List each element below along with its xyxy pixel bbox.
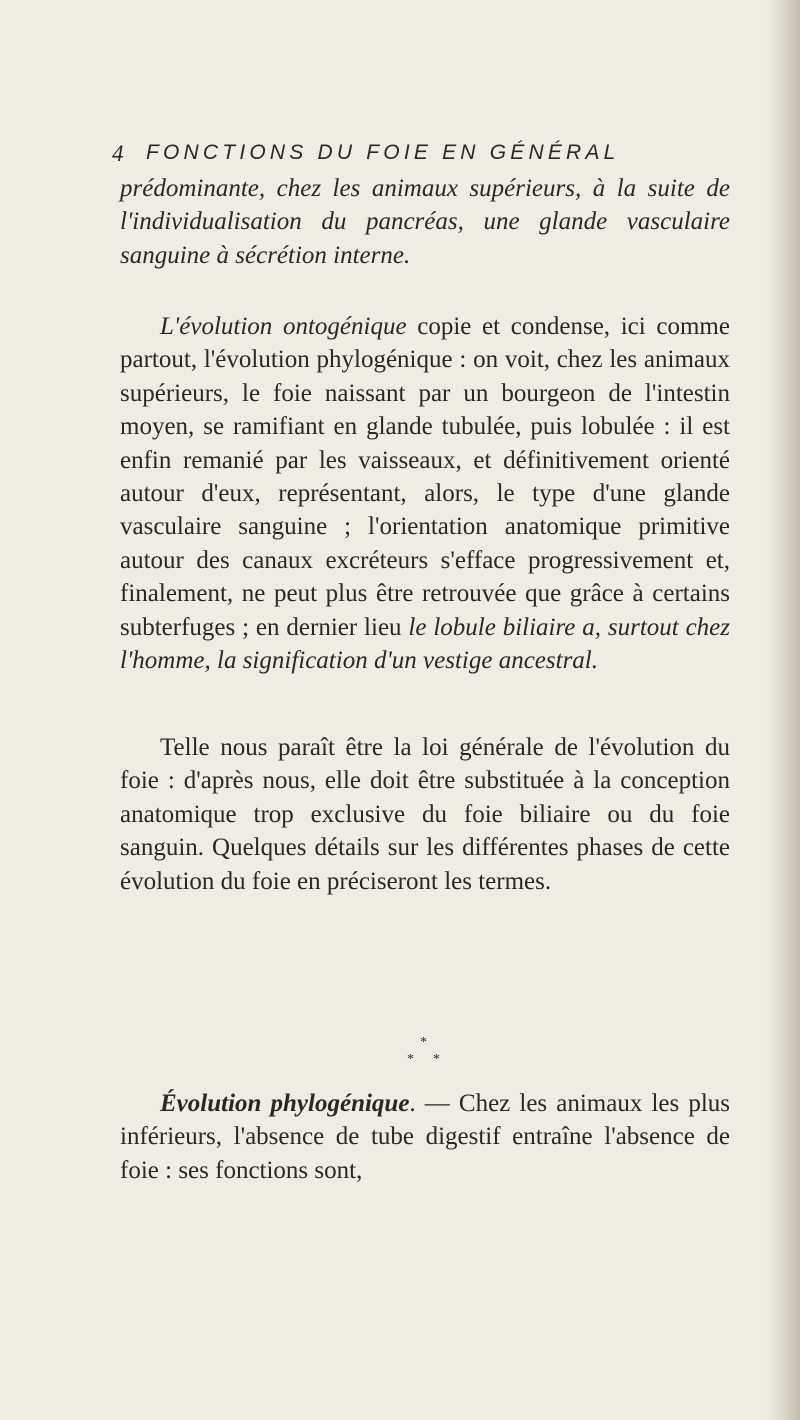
running-title: FONCTIONS DU FOIE EN GÉNÉRAL — [146, 141, 620, 164]
separator-star: * — [420, 1035, 427, 1050]
paragraph-2 — [120, 310, 730, 677]
asterism-separator — [0, 1035, 800, 1080]
paragraph-2-italic-end: le lobule biliaire a, surtout chez l'homme, la signification d'un vestige ancestral. — [120, 613, 730, 675]
paragraph-2-italic-start: L'évolution ontogénique — [160, 313, 407, 340]
paragraph-4 — [120, 1087, 730, 1187]
section-heading: Évolution phylogénique — [160, 1090, 410, 1117]
separator-star: * — [433, 1052, 440, 1067]
paragraph-1-italic: prédominante, chez les animaux supérieurs, à la suite de l'individualisation du pancréas, une glande vasculaire sanguine à sécrétion interne. — [120, 175, 730, 269]
page-number: 4 — [112, 141, 125, 166]
paragraph-3-text: Telle nous paraît être la loi générale de l'évolution du foie : d'après nous, elle doit être substituée à la conception anatomique trop exclusive du foie biliaire ou du foie sanguin. Quelques détails sur les différentes phases de cette évolution du foie en préciseront les termes. — [120, 734, 730, 895]
paragraph-1 — [120, 172, 730, 272]
paragraph-3 — [120, 731, 730, 898]
separator-star: * — [407, 1052, 414, 1067]
section-heading-suffix: . — [409, 1090, 416, 1117]
paragraph-2-text: copie et condense, ici comme partout, l'évolution phylogénique : on voit, chez les animaux supérieurs, le foie naissant par un bourgeon de l'intestin moyen, se ramifiant en glande tubulée, puis lobulée : il est enfin remanié par les vaisseaux, et définitivement orienté autour d'eux, représentant, alors, le type d'une glande vasculaire sanguine ; l'orientation anatomique primitive autour des canaux excréteurs s'efface progressivement et, finalement, ne peut plus être retrouvée que grâce à certains subterfuges ; en dernier lieu — [120, 313, 730, 641]
page-edge-shadow — [770, 0, 800, 1420]
page-header — [112, 141, 712, 173]
paragraph-4-text: — Chez les animaux les plus inférieurs, l'absence de tube digestif entraîne l'absence de foie : ses fonctions sont, — [120, 1090, 730, 1184]
